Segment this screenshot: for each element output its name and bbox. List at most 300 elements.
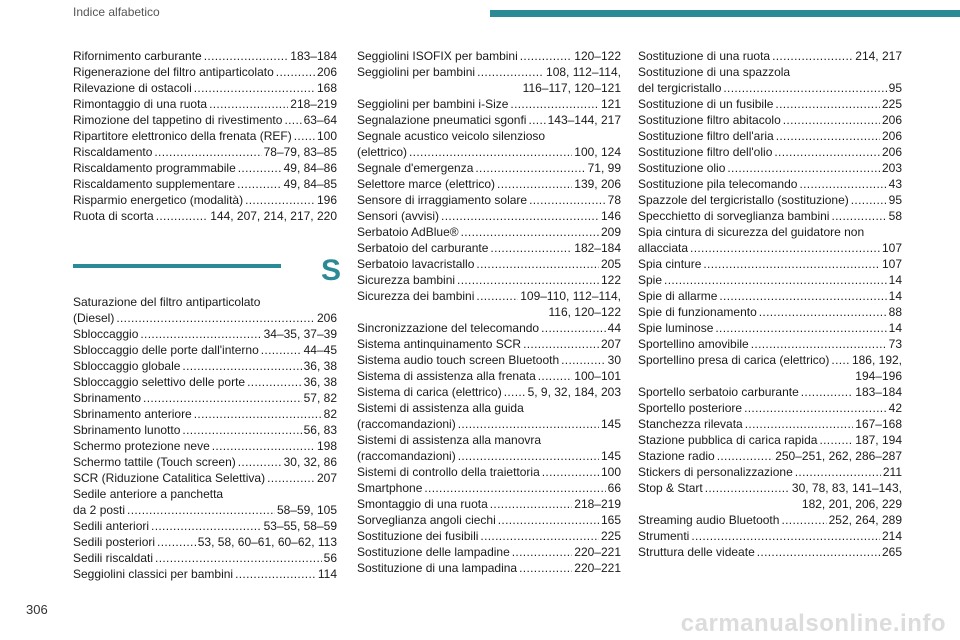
index-entry: [73, 144, 337, 160]
entry-line: [73, 112, 337, 128]
entry-page-ref: 203: [881, 161, 902, 175]
entry-term: Seggiolini per bambini i-Size: [357, 97, 509, 111]
entry-page-ref: 107: [881, 241, 902, 255]
entry-line: [638, 544, 902, 560]
entry-page-ref: 186, 192,: [851, 353, 902, 367]
entry-line: [638, 512, 902, 528]
entry-term: Stickers di personalizzazione: [638, 465, 793, 479]
entry-page-ref: 49, 84–86: [283, 161, 337, 175]
index-entry: [357, 528, 621, 544]
entry-page-ref: 100–101: [574, 369, 621, 383]
entry-line: [73, 80, 337, 96]
entry-line: [638, 272, 902, 288]
index-entry: [357, 64, 621, 96]
dot-leader: [819, 432, 853, 448]
index-entry: [357, 512, 621, 528]
entry-page-ref: 100: [600, 465, 621, 479]
entry-line: [638, 432, 902, 448]
entry-term: Sostituzione delle lampadine: [357, 545, 510, 559]
entry-term: Spie di allarme: [638, 289, 718, 303]
index-entry: [638, 480, 902, 512]
dot-leader: [831, 352, 850, 368]
index-entry: [357, 160, 621, 176]
dot-leader: [441, 208, 599, 224]
entry-page-ref: 209: [600, 225, 621, 239]
entry-term: Sostituzione di una ruota: [638, 49, 771, 63]
entry-line: [638, 304, 902, 320]
dot-leader: [520, 48, 573, 64]
dot-leader: [458, 448, 599, 464]
entry-line: [638, 112, 902, 128]
entry-term: Spie di funzionamento: [638, 305, 757, 319]
entry-term: Seggiolini ISOFIX per bambini: [357, 49, 518, 63]
entry-term: da 2 posti: [73, 503, 126, 517]
entry-line: [73, 326, 337, 342]
entry-term: Sostituzione di un fusibile: [638, 97, 774, 111]
index-entry: [638, 176, 902, 192]
dot-leader: [212, 438, 315, 454]
watermark: carmanualsonline.info: [680, 610, 946, 637]
entry-term: Sistema antinquinamento SCR: [357, 337, 522, 351]
index-entry: [357, 336, 621, 352]
entry-line: [73, 438, 337, 454]
entry-term: Sedili anteriori: [73, 519, 150, 533]
entry-line: [73, 534, 337, 550]
entry-term: Sincronizzazione del telecomando: [357, 321, 540, 335]
entry-page-ref: 206: [881, 129, 902, 143]
entry-term: Riscaldamento: [73, 145, 153, 159]
index-entry: [638, 432, 902, 448]
entry-line: [73, 48, 337, 64]
dot-leader: [783, 112, 880, 128]
entry-line: [357, 208, 621, 224]
index-entry: [73, 208, 337, 224]
dot-leader: [409, 144, 572, 160]
dot-leader: [664, 272, 887, 288]
index-entry: [357, 272, 621, 288]
dot-leader: [705, 480, 790, 496]
dot-leader: [182, 422, 301, 438]
entry-line: [357, 512, 621, 528]
index-entry: [638, 464, 902, 480]
entry-line: [73, 374, 337, 390]
entry-line: [73, 470, 337, 486]
entry-line: [73, 96, 337, 112]
entry-line: [357, 96, 621, 112]
entry-line: [357, 224, 621, 240]
index-entry: [357, 176, 621, 192]
entry-term: Sostituzione di una lampadina: [357, 561, 518, 575]
entry-page-ref: 120–122: [574, 49, 621, 63]
entry-term: Sensore di irraggiamento solare: [357, 193, 528, 207]
entry-term: Struttura delle videate: [638, 545, 755, 559]
entry-term: Schermo protezione neve: [73, 439, 210, 453]
dot-leader: [775, 96, 880, 112]
entry-page-ref: 36, 38: [303, 359, 337, 373]
entry-line: [638, 288, 902, 304]
entry-page-ref: 145: [600, 449, 621, 463]
dot-leader: [247, 374, 302, 390]
dot-leader: [237, 176, 282, 192]
entry-line: [638, 160, 902, 176]
entry-term: Sostituzione filtro abitacolo: [638, 113, 781, 127]
running-header: Indice alfabetico: [73, 5, 160, 19]
page-number: 306: [26, 602, 48, 617]
dot-leader: [209, 96, 288, 112]
index-column-3: [638, 48, 902, 560]
index-entry: [73, 96, 337, 112]
dot-leader: [424, 480, 605, 496]
entry-line: [357, 240, 621, 256]
entry-term: Sorveglianza angoli ciechi: [357, 513, 496, 527]
entry-term: Rimozione del tappetino di rivestimento: [73, 113, 283, 127]
entry-page-ref: 14: [888, 273, 902, 287]
index-entry: [73, 128, 337, 144]
entry-page-ref: 95: [888, 81, 902, 95]
dot-leader: [757, 544, 880, 560]
entry-line: [357, 448, 621, 464]
index-entry: [638, 64, 902, 96]
entry-page-ref: 206: [881, 113, 902, 127]
entry-line: [638, 240, 902, 256]
entry-page-ref: 183–184: [855, 385, 902, 399]
index-entry: [73, 406, 337, 422]
entry-term: Sedili riscaldati: [73, 551, 154, 565]
entry-term: Sportellino presa di carica (elettrico): [638, 353, 830, 367]
index-entry: [638, 304, 902, 320]
entry-term: Sedili posteriori: [73, 535, 156, 549]
entry-line: [638, 528, 902, 544]
dot-leader: [561, 352, 606, 368]
entry-term: Spie luminose: [638, 321, 714, 335]
index-entry: [73, 566, 337, 582]
entry-line: [638, 480, 902, 496]
entry-line: [73, 390, 337, 406]
index-entry: [638, 112, 902, 128]
entry-term: Serbatoio AdBlue®: [357, 225, 459, 239]
entry-page-ref: 34–35, 37–39: [263, 327, 337, 341]
entry-line: [638, 400, 902, 416]
index-entry: [73, 326, 337, 342]
dot-leader: [284, 112, 301, 128]
entry-line: [638, 80, 902, 96]
entry-line: [357, 560, 621, 576]
dot-leader: [245, 192, 315, 208]
dot-leader: [490, 240, 572, 256]
entry-page-ref: 143–144, 217: [547, 113, 621, 127]
index-entry: [357, 224, 621, 240]
entry-line: [73, 342, 337, 358]
entry-term: Sportello posteriore: [638, 401, 743, 415]
index-entry: [638, 528, 902, 544]
entry-page-ref-continued: 182, 201, 206, 229: [801, 497, 902, 511]
entry-line: [73, 358, 337, 374]
index-entry: [73, 112, 337, 128]
entry-page-ref: 207: [316, 471, 337, 485]
index-entry: [357, 128, 621, 160]
index-entry: [73, 160, 337, 176]
dot-leader: [498, 512, 599, 528]
index-entry: [357, 384, 621, 400]
entry-page-ref: 139, 206: [574, 177, 621, 191]
dot-leader: [157, 534, 196, 550]
entry-page-ref: 218–219: [290, 97, 337, 111]
entry-page-ref: 146: [600, 209, 621, 223]
dot-leader: [523, 336, 599, 352]
index-entry: [638, 512, 902, 528]
entry-term: Smartphone: [357, 481, 423, 495]
index-entry: [357, 256, 621, 272]
entry-page-ref: 220–221: [574, 561, 621, 575]
dot-leader: [745, 416, 854, 432]
entry-page-ref: 100, 124: [574, 145, 621, 159]
index-entry: [73, 438, 337, 454]
entry-line: [638, 256, 902, 272]
entry-page-ref-continued: 194–196: [855, 369, 902, 383]
entry-term: Seggiolini classici per bambini: [73, 567, 234, 581]
entry-page-ref: 108, 112–114,: [546, 65, 621, 79]
dot-leader: [795, 464, 881, 480]
dot-leader: [490, 496, 573, 512]
entry-term: (raccomandazioni): [357, 449, 456, 463]
index-entry: [638, 272, 902, 288]
entry-heading-line: Sostituzione di una spazzola: [638, 65, 791, 79]
entry-page-ref: 168: [316, 81, 337, 95]
index-entry: [357, 240, 621, 256]
entry-page-ref: 73: [888, 337, 902, 351]
entry-term: Stop & Start: [638, 481, 703, 495]
index-entry: [638, 208, 902, 224]
entry-line: [638, 208, 902, 224]
entry-page-ref: 206: [316, 311, 337, 325]
entry-line: [357, 352, 621, 368]
entry-page-ref: 196: [316, 193, 337, 207]
dot-leader: [194, 406, 322, 422]
index-entry: [73, 470, 337, 486]
entry-page-ref: 82: [323, 407, 337, 421]
entry-line: [638, 48, 902, 64]
entry-line: [638, 144, 902, 160]
index-entry: [357, 320, 621, 336]
index-entry: [638, 416, 902, 432]
dot-leader: [538, 368, 573, 384]
index-entry: [73, 518, 337, 534]
entry-term: Sbloccaggio globale: [73, 359, 181, 373]
entry-line: [357, 320, 621, 336]
entry-line: [357, 544, 621, 560]
entry-term: Segnalazione pneumatici sgonfi: [357, 113, 527, 127]
entry-line: [638, 128, 902, 144]
index-entry: [357, 96, 621, 112]
entry-page-ref: 58: [888, 209, 902, 223]
entry-line: [638, 96, 902, 112]
entry-page-ref: 225: [600, 529, 621, 543]
entry-line: [357, 368, 621, 384]
dot-leader: [116, 310, 315, 326]
entry-page-ref: 167–168: [855, 417, 902, 431]
entry-page-ref: 56, 83: [303, 423, 337, 437]
dot-leader: [510, 96, 599, 112]
dot-leader: [759, 304, 887, 320]
entry-line: [357, 160, 621, 176]
index-entry: [73, 48, 337, 64]
entry-term: Sistema di carica (elettrico): [357, 385, 502, 399]
index-entry: [638, 224, 902, 256]
entry-term: Spazzole del tergicristallo (sostituzione): [638, 193, 849, 207]
entry-term: Sportello serbatoio carburante: [638, 385, 799, 399]
entry-term: Smontaggio di una ruota: [357, 497, 488, 511]
entry-line: [357, 176, 621, 192]
entry-page-ref: 49, 84–85: [283, 177, 337, 191]
entry-line: [73, 64, 337, 80]
entry-term: Stazione pubblica di carica rapida: [638, 433, 818, 447]
entry-term: Streaming audio Bluetooth: [638, 513, 780, 527]
index-entry: [73, 374, 337, 390]
entry-line: [357, 192, 621, 208]
entry-term: Ruota di scorta: [73, 209, 154, 223]
entry-page-ref: 165: [600, 513, 621, 527]
entry-line: [357, 480, 621, 496]
entry-page-ref: 121: [600, 97, 621, 111]
entry-term: (Diesel): [73, 311, 115, 325]
entry-page-ref: 214: [881, 529, 902, 543]
entry-term: Rimontaggio di una ruota: [73, 97, 208, 111]
entry-page-ref: 205: [600, 257, 621, 271]
entry-term: Serbatoio del carburante: [357, 241, 489, 255]
entry-page-ref: 14: [888, 321, 902, 335]
entry-line: [357, 528, 621, 544]
dot-leader: [151, 518, 262, 534]
entry-page-ref: 107: [881, 257, 902, 271]
dot-leader: [476, 256, 599, 272]
dot-leader: [127, 502, 275, 518]
entry-page-ref: 30, 32, 86: [283, 455, 337, 469]
entry-term: Sbloccaggio delle porte dall'interno: [73, 343, 259, 357]
entry-line: [638, 464, 902, 480]
dot-leader: [831, 208, 886, 224]
entry-page-ref: 63–64: [303, 113, 337, 127]
entry-term: Sbloccaggio selettivo delle porte: [73, 375, 246, 389]
entry-term: Sicurezza bambini: [357, 273, 456, 287]
entry-term: del tergicristallo: [638, 81, 722, 95]
entry-term: Serbatoio lavacristallo: [357, 257, 475, 271]
index-entry: [357, 480, 621, 496]
index-entry: [638, 96, 902, 112]
entry-page-ref: 206: [316, 65, 337, 79]
index-entry: [357, 288, 621, 320]
entry-heading-line: Sistemi di assistenza alla guida: [357, 401, 524, 415]
entry-line: [357, 256, 621, 272]
entry-term: Selettore marce (elettrico): [357, 177, 496, 191]
dot-leader: [744, 400, 887, 416]
entry-term: Sostituzione filtro dell'olio: [638, 145, 773, 159]
entry-page-ref: 88: [888, 305, 902, 319]
entry-line: [357, 64, 621, 80]
dot-leader: [781, 512, 826, 528]
dot-leader: [801, 384, 854, 400]
index-entry: [638, 320, 902, 336]
entry-line: [357, 384, 621, 400]
entry-page-ref: 58–59, 105: [276, 503, 337, 517]
entry-term: Sistemi di controllo della traiettoria: [357, 465, 540, 479]
entry-term: Strumenti: [638, 529, 690, 543]
dot-leader: [276, 64, 315, 80]
index-entry: [357, 208, 621, 224]
entry-term: Sbloccaggio: [73, 327, 139, 341]
entry-term: (raccomandazioni): [357, 417, 456, 431]
dot-leader: [194, 80, 315, 96]
entry-page-ref: 71, 99: [587, 161, 621, 175]
dot-leader: [851, 192, 887, 208]
index-entry: [638, 384, 902, 400]
entry-line: [73, 208, 337, 224]
index-entry: [73, 342, 337, 358]
entry-term: SCR (Riduzione Catalitica Selettiva): [73, 471, 266, 485]
dot-leader: [703, 256, 880, 272]
entry-page-ref: 42: [888, 401, 902, 415]
entry-page-ref: 30: [607, 353, 621, 367]
entry-page-ref: 182–184: [574, 241, 621, 255]
index-entry: [73, 454, 337, 470]
dot-leader: [528, 112, 545, 128]
dot-leader: [238, 160, 282, 176]
dot-leader: [519, 560, 572, 576]
index-entry: [73, 294, 337, 326]
entry-line: [73, 422, 337, 438]
entry-term: Sistema di assistenza alla frenata: [357, 369, 536, 383]
entry-line: [638, 352, 902, 368]
index-entry: [73, 534, 337, 550]
dot-leader: [691, 528, 880, 544]
entry-term: Sistema audio touch screen Bluetooth: [357, 353, 560, 367]
dot-leader: [512, 544, 573, 560]
dot-leader: [154, 144, 261, 160]
dot-leader: [461, 224, 599, 240]
index-entry: [638, 336, 902, 352]
entry-term: Sensori (avvisi): [357, 209, 440, 223]
entry-page-ref: 57, 82: [303, 391, 337, 405]
entry-term: Riscaldamento supplementare: [73, 177, 236, 191]
entry-line: [73, 128, 337, 144]
entry-line: [73, 518, 337, 534]
entry-line: [357, 48, 621, 64]
entry-page-ref: 220–221: [574, 545, 621, 559]
entry-page-ref: 207: [600, 337, 621, 351]
index-column-2: [357, 48, 621, 576]
dot-leader: [140, 326, 261, 342]
entry-term: Sbrinamento lunotto: [73, 423, 181, 437]
entry-page-ref: 14: [888, 289, 902, 303]
section-letter: S: [321, 254, 342, 287]
entry-heading-line: Segnale acustico veicolo silenzioso: [357, 129, 546, 143]
entry-page-ref: 66: [607, 481, 621, 495]
entry-page-ref: 109–110, 112–114,: [520, 289, 621, 303]
entry-line: [638, 192, 902, 208]
entry-term: Specchietto di sorveglianza bambini: [638, 209, 830, 223]
entry-line: [357, 112, 621, 128]
entry-page-ref: 144, 207, 214, 217, 220: [210, 209, 337, 223]
index-entry: [357, 560, 621, 576]
entry-term: Seggiolini per bambini: [357, 65, 476, 79]
dot-leader: [475, 160, 585, 176]
dot-leader: [155, 550, 322, 566]
index-entry: [357, 544, 621, 560]
entry-page-ref: 225: [881, 97, 902, 111]
entry-term: Rifornimento carburante: [73, 49, 202, 63]
entry-page-ref: 265: [881, 545, 902, 559]
entry-page-ref: 44: [607, 321, 621, 335]
index-entry: [638, 128, 902, 144]
